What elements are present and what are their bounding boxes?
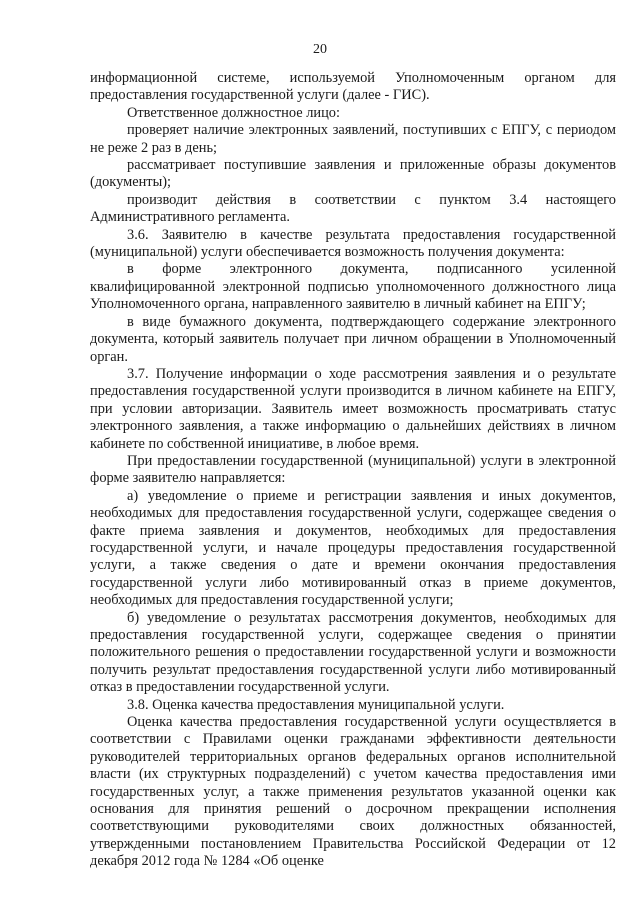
paragraph-performs-actions: производит действия в соответствии с пунктом 3.4 настоящего Административного регламента.: [90, 191, 616, 226]
paragraph-item-a: а) уведомление о приеме и регистрации заявления и иных документов, необходимых для предоставления государственной услуги, содержащее сведения о факте приема заявления и документов, необходимых для предоставления государственной услуги, и начале процедуры предоставления государственной услуги, а также сведения о дате и времени окончания предоставления государственной услуги либо мотивированный отказ в приеме документов, необходимых для предоставления государственной услуги;: [90, 487, 616, 609]
paragraph-checks-applications: проверяет наличие электронных заявлений, поступивших с ЕПГУ, с периодом не реже 2 раз в день;: [90, 122, 616, 156]
paragraph-electronic-notification: При предоставлении государственной (муниципальной) услуги в электронной форме заявителю направляется:: [90, 452, 616, 487]
paragraph-electronic-document: в форме электронного документа, подписанного усиленной квалифицированной электронной подписью уполномоченного должностного лица Уполномоченного органа, направленного заявителю в личный кабинет на ЕПГУ;: [90, 261, 616, 313]
paragraph-paper-document: в виде бумажного документа, подтверждающего содержание электронного документа, который заявитель получает при личном обращении в Уполномоченный орган.: [90, 313, 616, 365]
paragraph-responsible-official: Ответственное должностное лицо:: [127, 104, 340, 121]
paragraph-quality-assessment: Оценка качества предоставления государственной услуги осуществляется в соответствии с Правилами оценки гражданами эффективности деятельности руководителей территориальных органов федеральных органов исполнительной власти (их структурных подразделений) с учетом качества предоставления ими государственных услуг, а также применения результатов указанной оценки как основания для принятия решений о досрочном прекращении исполнения соответствующими руководителями своих должностных обязанностей, утвержденными постановлением Правительства Российской Федерации от 12 декабря 2012 года № 1284 «Об оценке: [90, 714, 616, 870]
paragraph-section-3-7: 3.7. Получение информации о ходе рассмотрения заявления и о результате предоставления государственной услуги производится в личном кабинете на ЕПГУ, при условии авторизации. Заявитель имеет возможность просматривать статус электронного заявления, а также информацию о дальнейших действиях в личном кабинете по собственной инициативе, в любое время.: [90, 365, 616, 452]
paragraph-section-3-8: 3.8. Оценка качества предоставления муниципальной услуги.: [127, 696, 505, 713]
paragraph-section-3-6: 3.6. Заявителю в качестве результата предоставления государственной (муниципальной) услуги обеспечивается возможность получения документа:: [90, 226, 616, 261]
paragraph-item-b: б) уведомление о результатах рассмотрения документов, необходимых для предоставления государственной услуги, содержащее сведения о принятии положительного решения о предоставлении государственной услуги и возможности получить результат предоставления государственной услуги либо мотивированный отказ в предоставлении государственной услуги.: [90, 609, 616, 696]
paragraph-reviews-applications: рассматривает поступившие заявления и приложенные образы документов (документы);: [90, 157, 616, 191]
document-body: [90, 70, 616, 871]
page-number: 20: [313, 42, 327, 57]
paragraph-gis-continuation: информационной системе, используемой Уполномоченным органом для предоставления государственной услуги (далее - ГИС).: [90, 70, 616, 104]
